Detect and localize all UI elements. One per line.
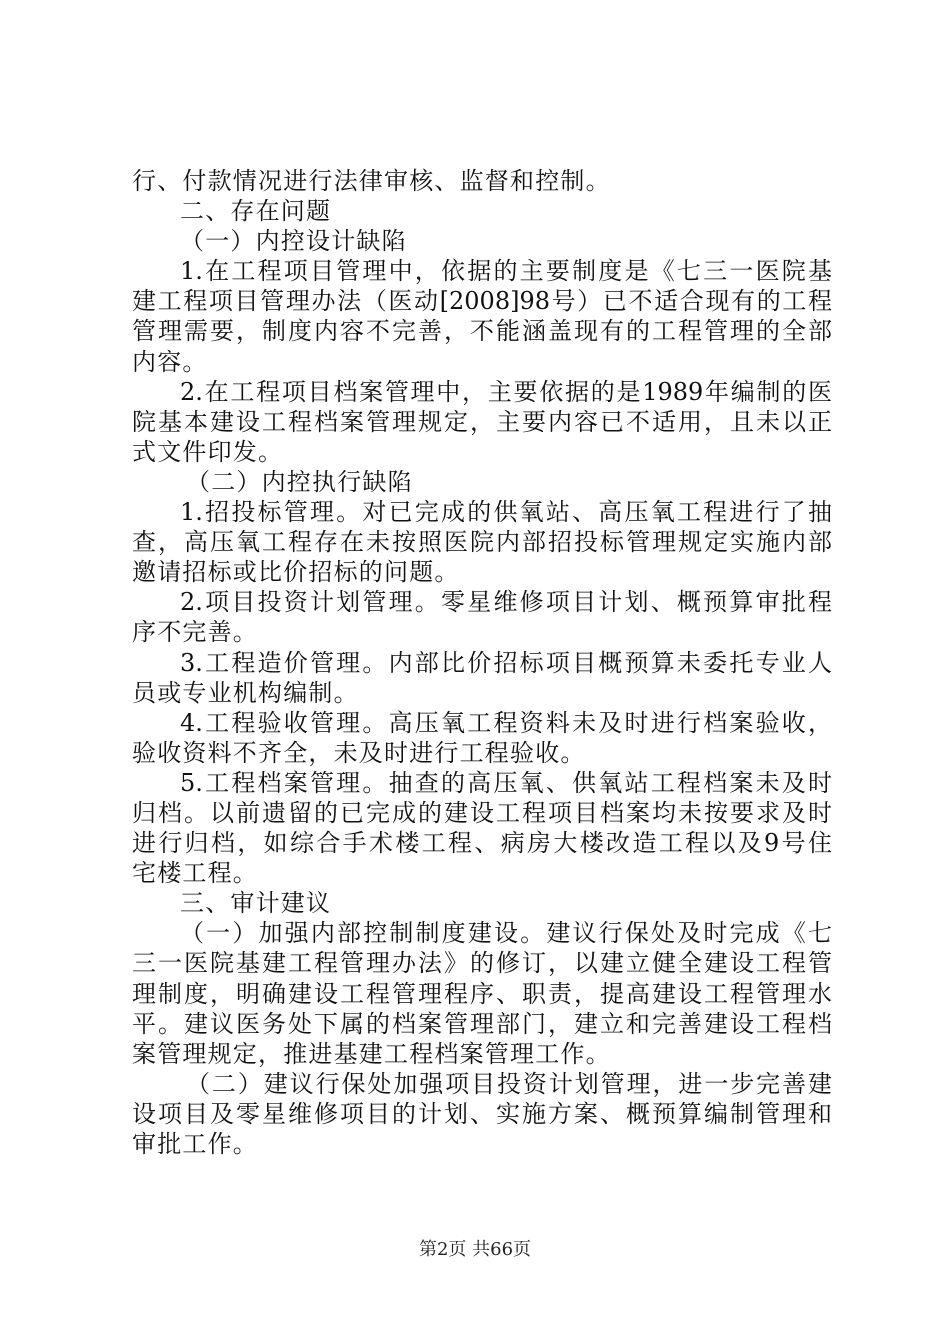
text-line: 4.工程验收管理。高压氧工程资料未及时进行档案验收，	[180, 708, 832, 737]
text-line: 员或专业机构编制。	[132, 678, 359, 707]
text-line: （一）内控设计缺陷	[180, 227, 407, 256]
text-line: 1.招投标管理。对已完成的供氧站、高压氧工程进行了抽	[180, 498, 832, 527]
text-line: 设项目及零星维修项目的计划、实施方案、概预算编制管理和	[132, 1099, 832, 1128]
text-line: 查，高压氧工程存在未按照医院内部招投标管理规定实施内部	[132, 528, 832, 557]
text-line: 院基本建设工程档案管理规定，主要内容已不适用，且未以正	[132, 407, 832, 436]
text-line: 2.在工程项目档案管理中，主要依据的是1989年编制的医	[180, 377, 832, 406]
text-line: 验收资料不齐全，未及时进行工程验收。	[132, 738, 586, 767]
text-line: 三、审计建议	[180, 889, 332, 918]
document-body	[132, 166, 832, 1159]
text-line: 序不完善。	[132, 618, 258, 647]
text-line: 建工程项目管理办法（医动[2008]98号）已不适合现有的工程	[132, 287, 832, 316]
text-line: 式文件印发。	[132, 437, 284, 466]
text-line: 三一医院基建工程管理办法》的修订，以建立健全建设工程管	[132, 949, 832, 978]
text-line: （二）内控执行缺陷	[186, 467, 413, 496]
text-line: 1.在工程项目管理中，依据的主要制度是《七三一医院基	[180, 257, 832, 286]
text-line: 平。建议医务处下属的档案管理部门，建立和完善建设工程档	[132, 1009, 832, 1038]
text-line: 行、付款情况进行法律审核、监督和控制。	[132, 167, 611, 195]
text-line: （一）加强内部控制制度建设。建议行保处及时完成《七	[180, 919, 832, 948]
text-line: 二、存在问题	[180, 197, 332, 226]
text-line: 3.工程造价管理。内部比价招标项目概预算未委托专业人	[180, 648, 832, 677]
text-line: 5.工程档案管理。抽查的高压氧、供氧站工程档案未及时	[180, 768, 832, 797]
text-line: 内容。	[132, 347, 208, 376]
text-line: 管理需要，制度内容不完善，不能涵盖现有的工程管理的全部	[132, 317, 832, 346]
text-line: （二）建议行保处加强项目投资计划管理，进一步完善建	[186, 1069, 832, 1098]
text-line: 审批工作。	[132, 1130, 258, 1158]
page-number-footer: 第2页 共66页	[418, 1239, 532, 1260]
text-line: 宅楼工程。	[132, 859, 258, 888]
text-line: 进行归档，如综合手术楼工程、病房大楼改造工程以及9号住	[132, 829, 832, 858]
text-line: 理制度，明确建设工程管理程序、职责，提高建设工程管理水	[132, 979, 832, 1008]
text-line: 案管理规定，推进基建工程档案管理工作。	[132, 1039, 611, 1068]
text-line: 归档。以前遗留的已完成的建设工程项目档案均未按要求及时	[132, 798, 832, 827]
text-line: 邀请招标或比价招标的问题。	[132, 558, 460, 587]
text-line: 2.项目投资计划管理。零星维修项目计划、概预算审批程	[180, 588, 832, 617]
